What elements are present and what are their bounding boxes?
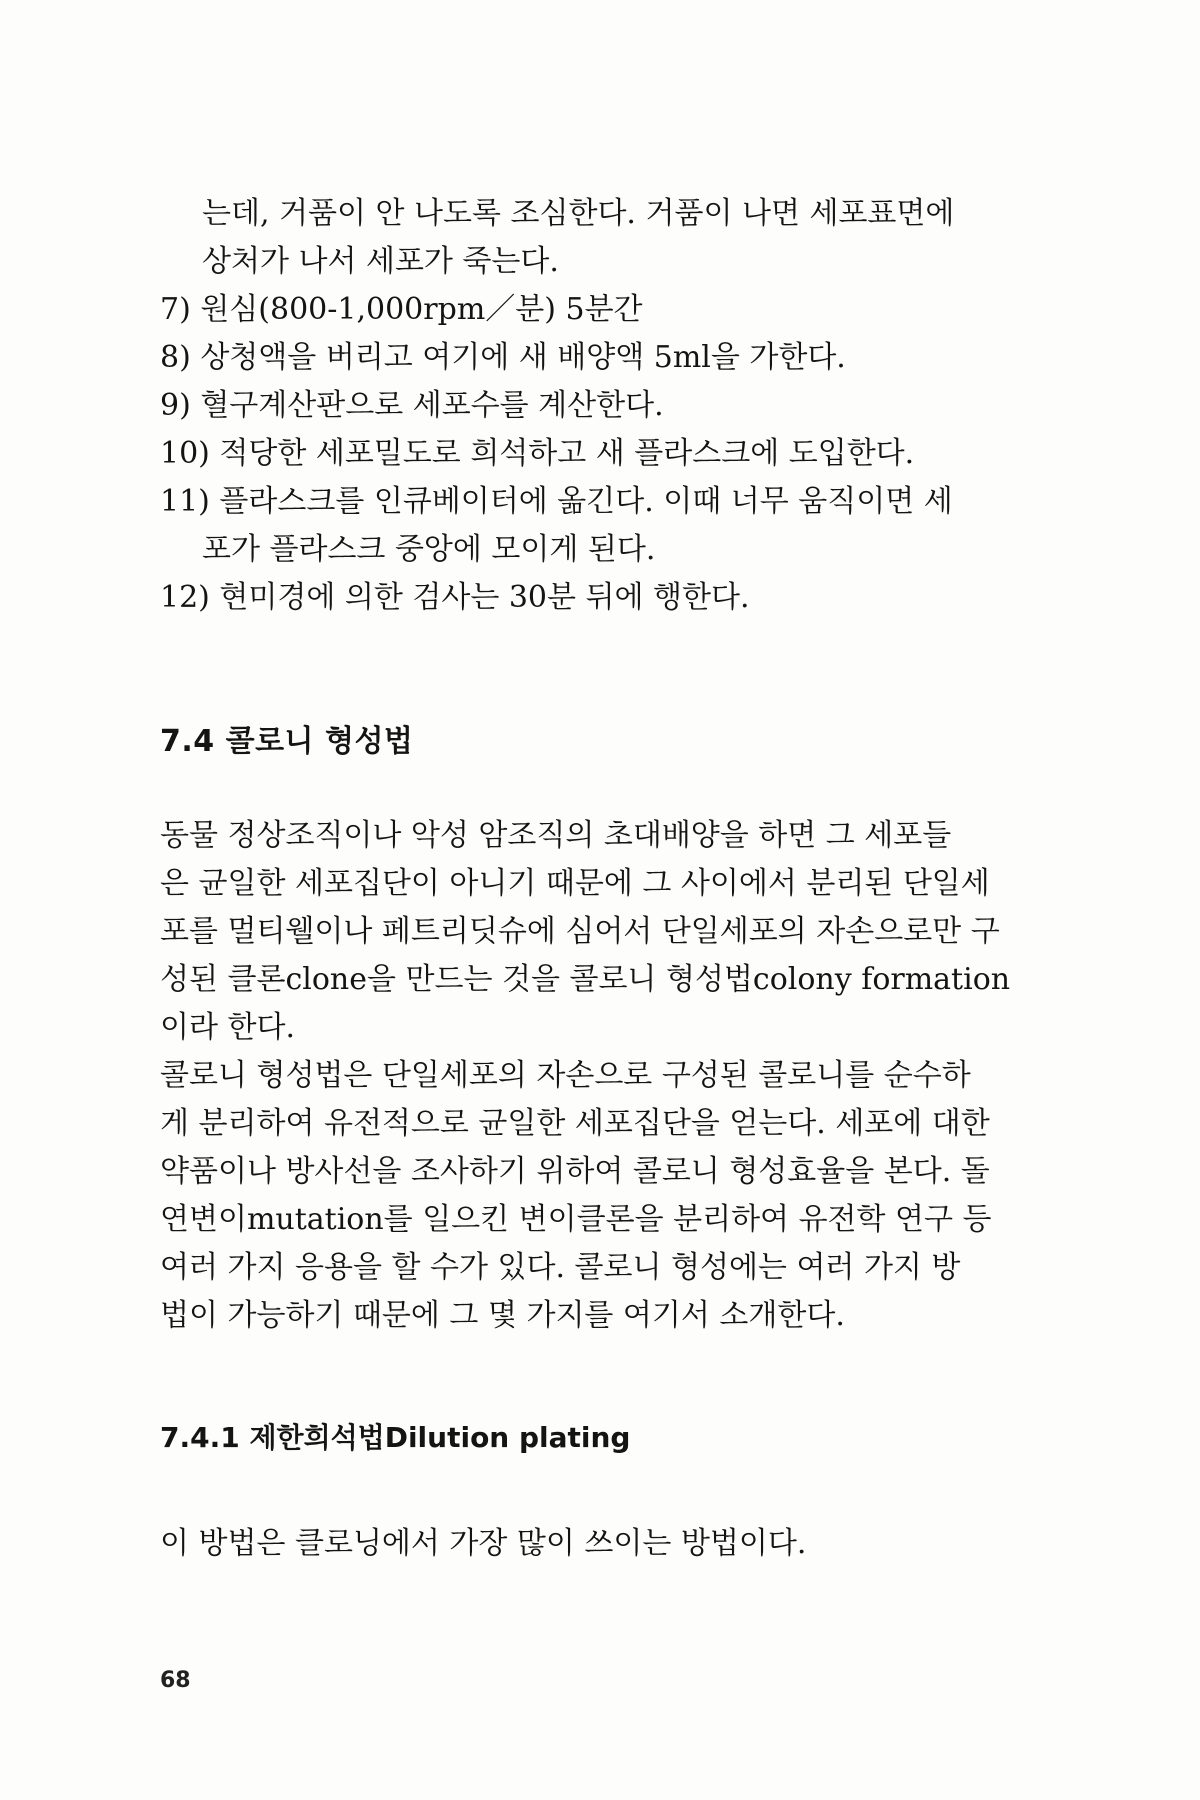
- page-number: 68: [160, 1668, 191, 1693]
- section-paragraph-2: [160, 1052, 1040, 1340]
- text-line: 연변이mutation를 일으킨 변이클론을 분리하여 유전학 연구 등: [160, 1202, 992, 1237]
- text-line: 상처가 나서 세포가 죽는다.: [202, 244, 559, 279]
- step-8: [160, 334, 1040, 382]
- step-10: [160, 430, 1040, 478]
- procedure-steps: [160, 286, 1040, 622]
- step-line: 포가 플라스크 중앙에 모이게 된다.: [202, 532, 656, 567]
- text-line: 은 균일한 세포집단이 아니기 때문에 그 사이에서 분리된 단일세: [160, 866, 990, 901]
- text-line: 이라 한다.: [160, 1010, 295, 1045]
- step-11: [160, 478, 1040, 574]
- step-7: [160, 286, 1040, 334]
- step-line: 8) 상청액을 버리고 여기에 새 배양액 5ml을 가한다.: [160, 340, 846, 375]
- step-line: 12) 현미경에 의한 검사는 30분 뒤에 행한다.: [160, 580, 750, 615]
- text-line: 포를 멀티웰이나 페트리딧슈에 심어서 단일세포의 자손으로만 구: [160, 914, 1000, 949]
- text-line: 여러 가지 응용을 할 수가 있다. 콜로니 형성에는 여러 가지 방: [160, 1250, 961, 1285]
- step-line: 9) 혈구계산판으로 세포수를 계산한다.: [160, 388, 664, 423]
- step-9: [160, 382, 1040, 430]
- text-line: 콜로니 형성법은 단일세포의 자손으로 구성된 콜로니를 순수하: [160, 1058, 971, 1093]
- step-line: 7) 원심(800-1,000rpm／분) 5분간: [160, 292, 643, 327]
- text-line: 게 분리하여 유전적으로 균일한 세포집단을 얻는다. 세포에 대한: [160, 1106, 990, 1141]
- subsection-heading: 7.4.1 제한희석법Dilution plating: [160, 1421, 631, 1454]
- step-line: 11) 플라스크를 인큐베이터에 옮긴다. 이때 너무 움직이면 세: [160, 484, 953, 519]
- text-line: 이 방법은 클로닝에서 가장 많이 쓰이는 방법이다.: [160, 1526, 807, 1561]
- page-content: [160, 190, 1040, 1568]
- text-line: 는데, 거품이 안 나도록 조심한다. 거품이 나면 세포표면에: [202, 196, 955, 231]
- step-12: [160, 574, 1040, 622]
- step-line: 10) 적당한 세포밀도로 희석하고 새 플라스크에 도입한다.: [160, 436, 915, 471]
- section-heading: 7.4 콜로니 형성법: [160, 724, 414, 759]
- continued-paragraph: [160, 190, 1040, 286]
- section-paragraph-1: [160, 812, 1040, 1052]
- text-line: 동물 정상조직이나 악성 암조직의 초대배양을 하면 그 세포들: [160, 818, 952, 853]
- text-line: 성된 클론clone을 만드는 것을 콜로니 형성법colony formation: [160, 962, 1011, 997]
- text-line: 약품이나 방사선을 조사하기 위하여 콜로니 형성효율을 본다. 돌: [160, 1154, 990, 1189]
- text-line: 법이 가능하기 때문에 그 몇 가지를 여기서 소개한다.: [160, 1298, 845, 1333]
- subsection-paragraph: [160, 1520, 1040, 1568]
